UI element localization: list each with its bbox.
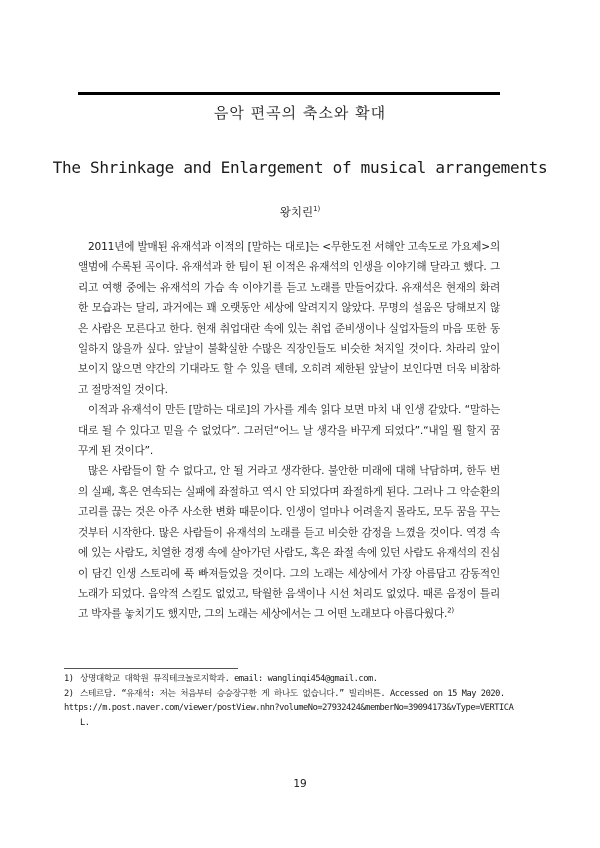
footnote-2 xyxy=(64,687,514,702)
footnote-1 xyxy=(64,672,514,687)
footnote-1-number: 1) xyxy=(64,674,74,684)
footnote-1-text: 상명대학교 대학원 뮤직테크놀로지학과. email: wanglinqi454@gmail.com. xyxy=(80,674,378,684)
page-number: 19 xyxy=(293,778,307,790)
paragraph-3-footnote-marker[interactable]: 2) xyxy=(447,606,454,615)
footnote-2-number: 2) xyxy=(64,688,74,699)
footnote-2-url[interactable]: https://m.post.naver.com/viewer/postView.nhn?volumeNo=27932424&memberNo=39094173&vType=VERTICAL. xyxy=(64,703,514,728)
body-text xyxy=(78,237,500,625)
title-top-rule xyxy=(78,92,500,95)
author-line xyxy=(0,204,600,220)
footnotes xyxy=(64,672,514,730)
author-footnote-marker[interactable]: 1) xyxy=(313,205,321,214)
paragraph-3-text: 많은 사람들이 할 수 없다고, 안 될 거라고 생각한다. 불안한 미래에 대해 낙담하며, 한두 번의 실패, 혹은 연속되는 실패에 좌절하고 역시 안 되었다며 좌절하게 된다. 그러나 그 악순환의 고리를 끊는 것은 아주 사소한 변화 때문이다. 인생이 얼마나 어려울지 몰라도, 모두 꿈을 꾸는 것부터 시작한다. 많은 사람들이 유재석의 노래를 듣고 비슷한 감정을 느꼈을 것이다. 역경 속에 있는 사람도, 치열한 경쟁 속에 살아가던 사람도, 혹은 좌절 속에 있던 사람도 유재석의 진심이 담긴 인생 스토리에 푹 빠져들었을 것이다. 그의 노래는 세상에서 가장 아름답고 감동적인 노래가 되었다. 음악적 스킬도 없었고, 탁월한 음색이나 시선 처리도 없었다. 때론 음정이 틀리고 박자를 놓치기도 했지만, 그의 노래는 세상에서는 그 어떤 노래보다 아름다웠다. xyxy=(78,465,500,621)
paragraph-1: 2011년에 발매된 유재석과 이적의 [말하는 대로]는 <무한도전 서해안 고속도로 가요제>의 앨범에 수록된 곡이다. 유재석과 한 팀이 된 이적은 유재석의 인생을 이야기해 달라고 했다. 그리고 여행 중에는 유재석의 가슴 속 이야기를 듣고 노래를 만들어갔다. 유재석은 현재의 화려한 모습과는 달리, 과거에는 꽤 오랫동안 세상에 알려지지 않았다. 무명의 설움은 당해보지 않은 사람은 모른다고 한다. 현재 취업대란 속에 있는 취업 준비생이나 실업자들의 마음 또한 동일하지 않을까 싶다. 앞날이 불확실한 수많은 직장인들도 비슷한 처지일 것이다. 차라리 앞이 보이지 않으면 약간의 기대라도 할 수 있을 텐데, 오히려 제한된 앞날이 보인다면 더욱 비참하고 절망적일 것이다. xyxy=(78,241,500,396)
paragraph-3 xyxy=(78,461,500,624)
author-name: 왕치린 xyxy=(279,205,314,219)
footnote-2-text: 스테르담. “유재석: 저는 처음부터 승승장구한 게 하나도 없습니다.” 빌리버튼. Accessed on 15 May 2020. xyxy=(80,688,505,699)
title-english: The Shrinkage and Enlargement of musical arrangements xyxy=(52,158,548,177)
paragraph-2: 이적과 유재석이 만든 [말하는 대로]의 가사를 계속 읽다 보면 마치 내 인생 같았다. “말하는 대로 될 수 있다고 믿을 수 없었다”. 그러던“어느 날 생각을 바꾸게 되었다”.“내일 뭘 할지 꿈꾸게 된 것이다”. xyxy=(78,404,500,458)
title-korean: 음악 편곡의 축소와 확대 xyxy=(213,104,387,122)
footnote-separator xyxy=(64,668,238,669)
